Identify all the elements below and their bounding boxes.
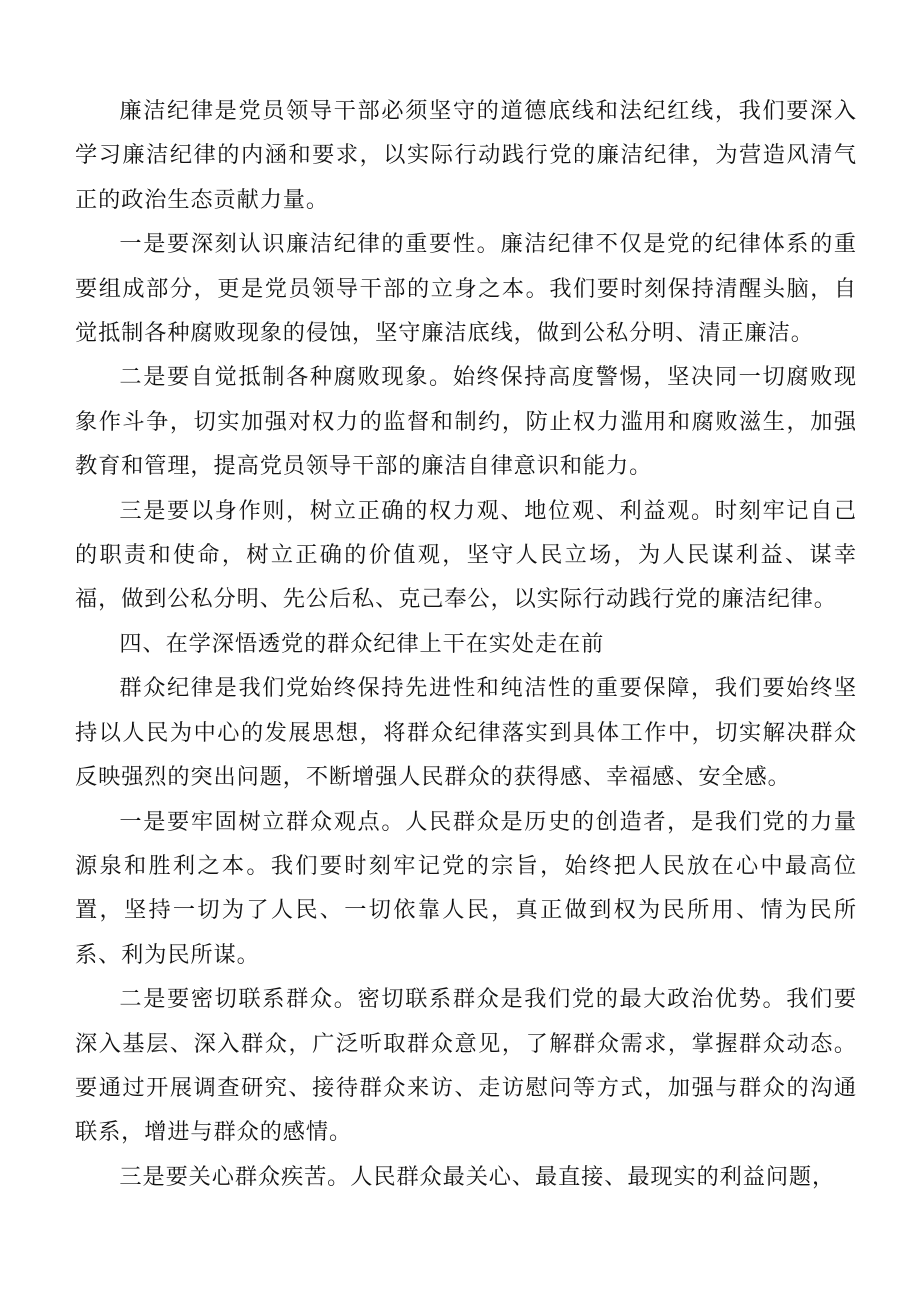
paragraph-lianjie-point-1: 一是要深刻认识廉洁纪律的重要性。廉洁纪律不仅是党的纪律体系的重要组成部分，更是党员领导干部的立身之本。我们要时刻保持清醒头脑，自觉抵制各种腐败现象的侵蚀，坚守廉洁底线，做到公私分明、清正廉洁。 [75, 231, 857, 347]
paragraph-qunzhong-point-1: 一是要牢固树立群众观点。人民群众是历史的创造者，是我们党的力量源泉和胜利之本。我们要时刻牢记党的宗旨，始终把人民放在心中最高位置，坚持一切为了人民、一切依靠人民，真正做到权为民所用、情为民所系、利为民所谋。 [75, 808, 857, 968]
paragraph-qunzhong-point-3: 三是要关心群众疾苦。人民群众最关心、最直接、最现实的利益问题， [119, 1163, 836, 1190]
paragraph-lianjie-intro: 廉洁纪律是党员领导干部必须坚守的道德底线和法纪红线，我们要深入学习廉洁纪律的内涵和要求，以实际行动践行党的廉洁纪律，为营造风清气正的政治生态贡献力量。 [75, 98, 857, 213]
paragraph-lianjie-point-3: 三是要以身作则，树立正确的权力观、地位观、利益观。时刻牢记自己的职责和使命，树立正确的价值观，坚守人民立场，为人民谋利益、谋幸福，做到公私分明、先公后私、克己奉公，以实际行动践行党的廉洁纪律。 [75, 497, 857, 613]
paragraph-lianjie-point-2: 二是要自觉抵制各种腐败现象。始终保持高度警惕，坚决同一切腐败现象作斗争，切实加强对权力的监督和制约，防止权力滥用和腐败滋生，加强教育和管理，提高党员领导干部的廉洁自律意识和能力。 [75, 364, 857, 480]
paragraph-qunzhong-point-2: 二是要密切联系群众。密切联系群众是我们党的最大政治优势。我们要深入基层、深入群众，广泛听取群众意见，了解群众需求，掌握群众动态。要通过开展调查研究、接待群众来访、走访慰问等方式，加强与群众的沟通联系，增进与群众的感情。 [75, 986, 857, 1146]
document-body [75, 89, 857, 1199]
section-heading-4: 四、在学深悟透党的群众纪律上干在实处走在前 [119, 630, 605, 657]
paragraph-qunzhong-intro: 群众纪律是我们党始终保持先进性和纯洁性的重要保障，我们要始终坚持以人民为中心的发展思想，将群众纪律落实到具体工作中，切实解决群众反映强烈的突出问题，不断增强人民群众的获得感、幸福感、安全感。 [75, 675, 857, 791]
